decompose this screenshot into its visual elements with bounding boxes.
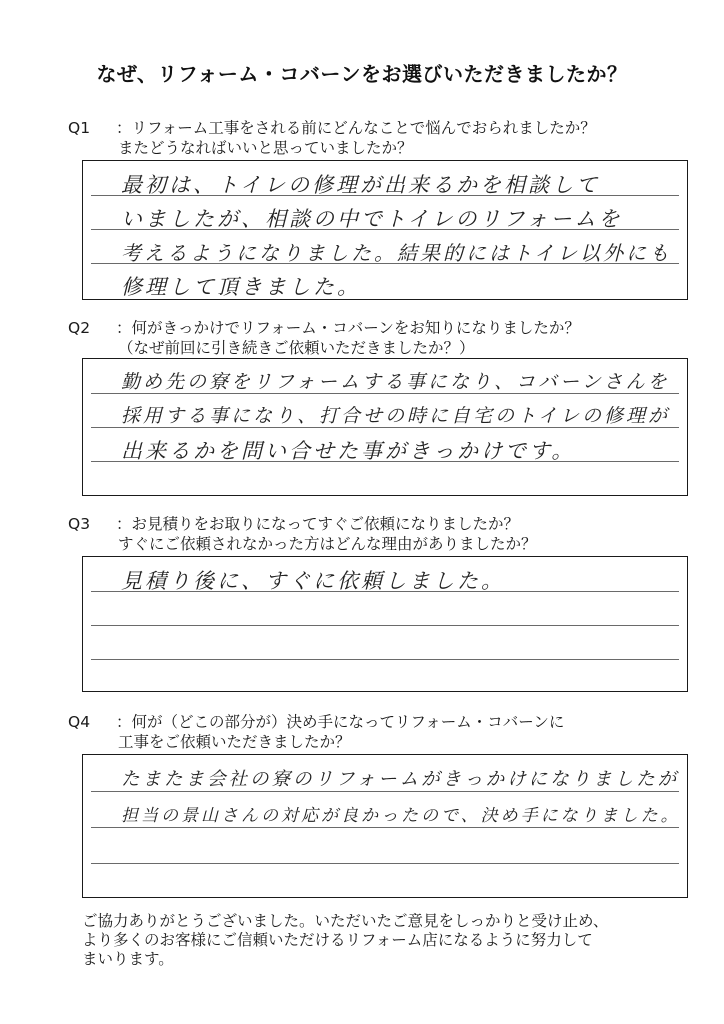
question-1	[68, 118, 596, 158]
question-text: ：お見積りをお取りになってすぐご依頼になりましたか？	[116, 515, 520, 533]
answer-box-3	[82, 556, 688, 692]
question-label: Q2	[68, 319, 91, 337]
answer-line: たまたま会社の寮のリフォームがきっかけになりましたが	[121, 769, 680, 790]
answer-box-4	[82, 754, 688, 898]
ruled-line	[91, 791, 679, 792]
thank-you-note	[82, 912, 662, 969]
answer-box-2	[82, 358, 688, 496]
question-text: ：リフォーム工事をされる前にどんなことで悩んでおられましたか？	[116, 119, 596, 137]
question-3	[68, 514, 537, 554]
question-text: ：何が（どこの部分が）決め手になってリフォーム・コバーンに	[116, 713, 565, 731]
ruled-line	[91, 659, 679, 660]
answer-line: 見積り後に、すぐに依頼しました。	[121, 569, 505, 593]
answer-line: 考えるようになりました。結果的にはトイレ以外にも	[121, 241, 672, 265]
question-label: Q3	[68, 515, 91, 533]
answer-line: 採用する事になり、打合せの時に自宅のトイレの修理が	[121, 405, 671, 427]
question-subtext: またどうなればいいと思っていましたか？	[118, 139, 413, 157]
question-4	[68, 712, 564, 752]
ruled-line	[91, 827, 679, 828]
question-2	[68, 318, 580, 358]
answer-line: 担当の景山さんの対応が良かったので、決め手になりました。	[121, 806, 681, 826]
answer-line: 勤め先の寮をリフォームする事になり、コバーンさんを	[121, 371, 670, 393]
page-title: なぜ、リフォーム・コバーンをお選びいただきましたか？	[96, 62, 628, 86]
answer-line: 出来るかを問い合せた事がきっかけです。	[121, 439, 576, 463]
question-subtext: 工事をご依頼いただきましたか？	[118, 733, 351, 751]
ruled-line	[91, 863, 679, 864]
question-label: Q1	[68, 119, 91, 137]
ruled-line	[91, 625, 679, 626]
answer-box-1	[82, 160, 688, 300]
question-text: ：何がきっかけでリフォーム・コバーンをお知りになりましたか？	[116, 319, 580, 337]
footer-line: まいります。	[82, 950, 174, 968]
answer-line: 最初は、トイレの修理が出来るかを相談して	[121, 173, 600, 197]
question-subtext: （なぜ前回に引き続きご依頼いただきましたか？）	[118, 339, 475, 357]
footer-line: より多くのお客様にご信頼いただけるリフォーム店になるように努力して	[82, 931, 593, 949]
answer-line: 修理して頂きました。	[121, 275, 361, 299]
question-subtext: すぐにご依頼されなかった方はどんな理由がありましたか？	[118, 535, 537, 553]
question-label: Q4	[68, 713, 91, 731]
footer-line: ご協力ありがとうございました。いただいたご意見をしっかりと受け止め、	[82, 912, 609, 930]
answer-line: いましたが、相談の中でトイレのリフォームを	[121, 207, 623, 231]
